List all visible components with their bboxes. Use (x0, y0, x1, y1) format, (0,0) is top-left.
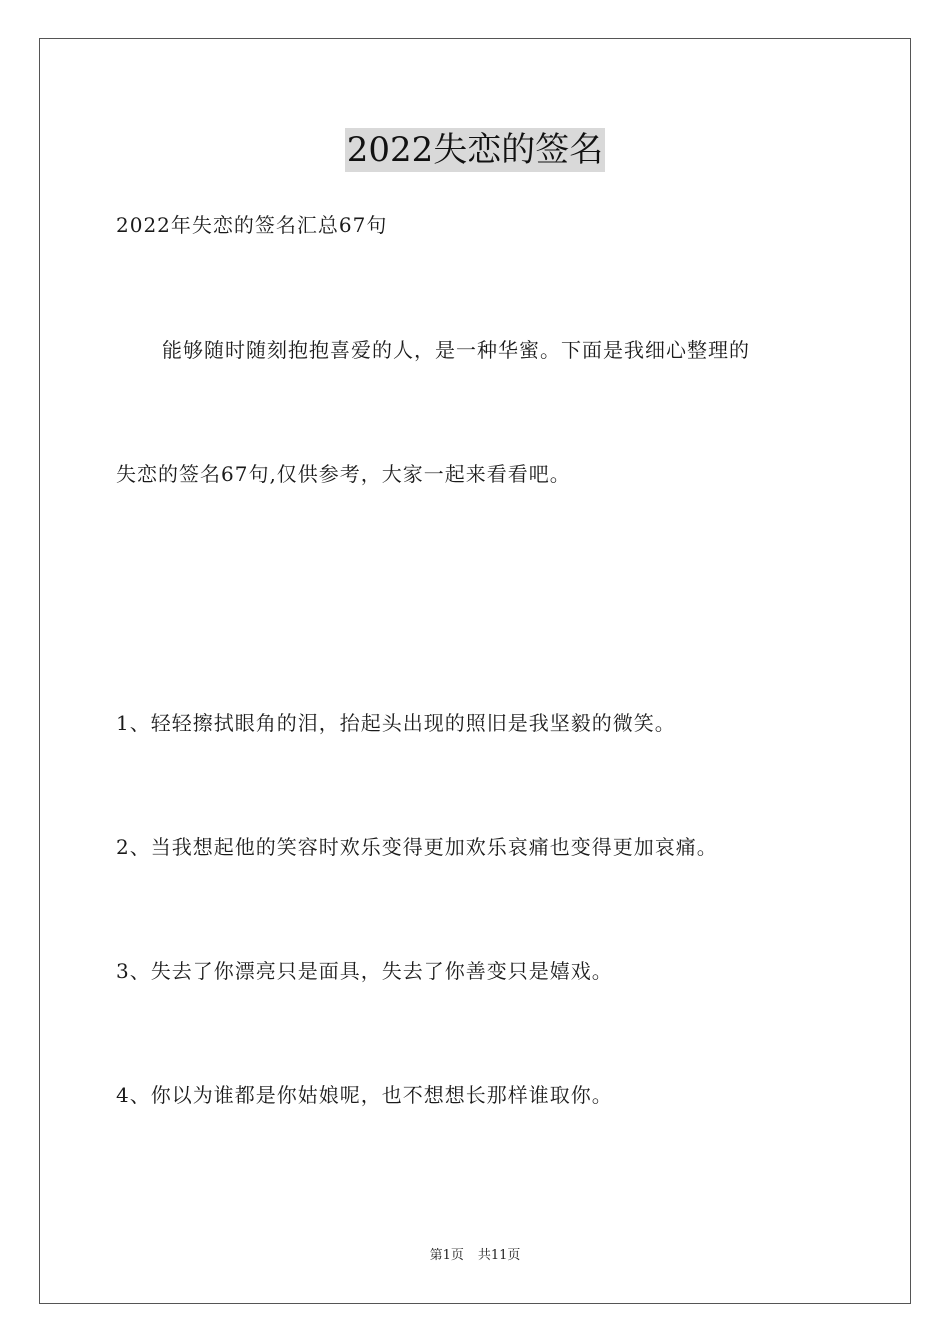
intro-paragraph-line-2: 失恋的签名67句,仅供参考，大家一起来看看吧。 (116, 462, 571, 486)
page-number: 第1页 (429, 1248, 464, 1263)
list-item: 1、轻轻擦拭眼角的泪，抬起头出现的照旧是我坚毅的微笑。 (116, 711, 676, 735)
list-item: 2、当我想起他的笑容时欢乐变得更加欢乐哀痛也变得更加哀痛。 (116, 835, 718, 859)
title-container (0, 128, 950, 172)
list-item: 3、失去了你漂亮只是面具，失去了你善变只是嬉戏。 (116, 959, 613, 983)
document-subtitle: 2022年失恋的签名汇总67句 (116, 213, 388, 237)
intro-paragraph-line-1: 能够随时随刻抱抱喜爱的人，是一种华蜜。下面是我细心整理的 (162, 338, 750, 362)
document-title: 2022失恋的签名 (346, 130, 604, 170)
list-item: 4、你以为谁都是你姑娘呢，也不想想长那样谁取你。 (116, 1083, 613, 1107)
page-total: 共11页 (477, 1248, 521, 1263)
page-footer (0, 1247, 950, 1265)
